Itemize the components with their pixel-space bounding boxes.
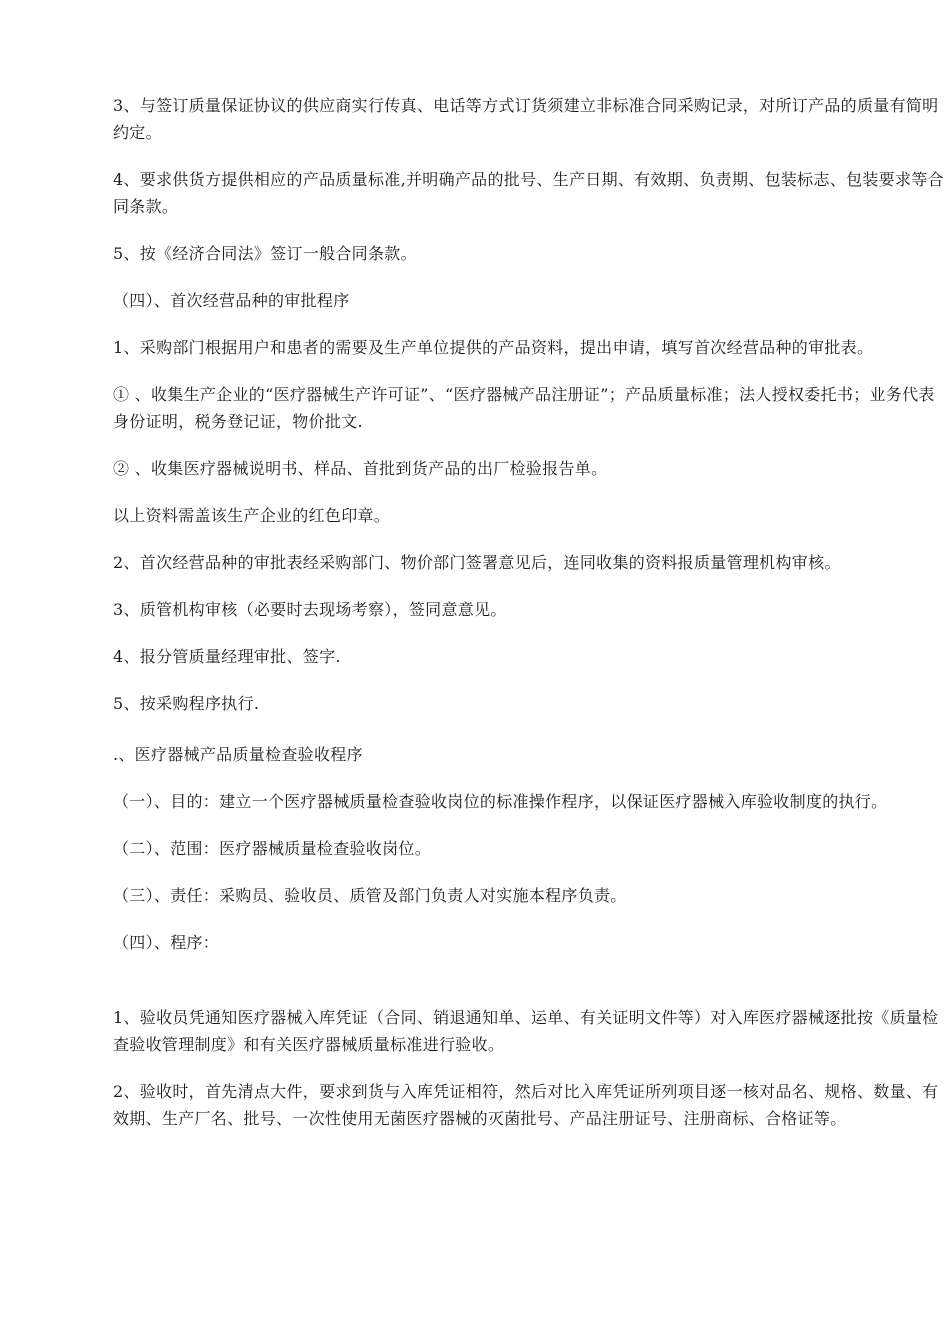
paragraph-economic-contract-law: 5、按《经济合同法》签订一般合同条款。 xyxy=(113,244,417,263)
paragraph-scope: （二）、范围：医疗器械质量检查验收岗位。 xyxy=(113,839,432,858)
paragraph-follow-procedure: 5、按采购程序执行. xyxy=(113,694,260,713)
paragraph-procedure-heading: （四）、程序： xyxy=(113,933,220,952)
section-heading-inspection-procedure: .、医疗器械产品质量检查验收程序 xyxy=(113,745,363,764)
section-heading-first-variety-approval: （四）、首次经营品种的审批程序 xyxy=(113,291,350,310)
paragraph-purchase-application: 1、采购部门根据用户和患者的需要及生产单位提供的产品资料，提出申请，填写首次经营品种的审批表。 xyxy=(113,338,874,357)
paragraph-quality-standards: 4、要求供货方提供相应的产品质量标准,并明确产品的批号、生产日期、有效期、负责期、包装标志、包装要求等合同条款。 xyxy=(113,170,944,216)
paragraph-count-and-verify: 2、验收时，首先清点大件，要求到货与入库凭证相符，然后对比入库凭证所列项目逐一核对品名、规格、数量、有效期、生产厂名、批号、一次性使用无菌医疗器械的灭菌批号、产品注册证号、注册商标、合格证等。 xyxy=(113,1082,939,1128)
document-page xyxy=(113,92,947,1132)
paragraph-supplier-fax-orders: 3、与签订质量保证协议的供应商实行传真、电话等方式订货须建立非标准合同采购记录，对所订产品的质量有简明约定。 xyxy=(113,96,939,142)
paragraph-responsibility: （三）、责任：采购员、验收员、质管及部门负责人对实施本程序负责。 xyxy=(113,886,627,905)
paragraph-manager-approval: 4、报分管质量经理审批、签字. xyxy=(113,647,341,666)
paragraph-purpose: （一）、目的：建立一个医疗器械质量检查验收岗位的标准操作程序，以保证医疗器械入库验收制度的执行。 xyxy=(113,792,888,811)
paragraph-red-seal: 以上资料需盖该生产企业的红色印章。 xyxy=(113,506,391,525)
paragraph-receiving-inspection: 1、验收员凭通知医疗器械入库凭证（合同、销退通知单、运单、有关证明文件等）对入库医疗器械逐批按《质量检查验收管理制度》和有关医疗器械质量标准进行验收。 xyxy=(113,1008,939,1054)
paragraph-collect-manuals: ② 、收集医疗器械说明书、样品、首批到货产品的出厂检验报告单。 xyxy=(113,459,608,478)
paragraph-qa-review: 3、质管机构审核（必要时去现场考察），签同意意见。 xyxy=(113,600,507,619)
paragraph-collect-licenses: ① 、收集生产企业的“医疗器械生产许可证”、“医疗器械产品注册证”；产品质量标准；法人授权委托书；业务代表身份证明，税务登记证，物价批文. xyxy=(113,385,935,431)
paragraph-approval-form-review: 2、首次经营品种的审批表经采购部门、物价部门签署意见后，连同收集的资料报质量管理机构审核。 xyxy=(113,553,841,572)
